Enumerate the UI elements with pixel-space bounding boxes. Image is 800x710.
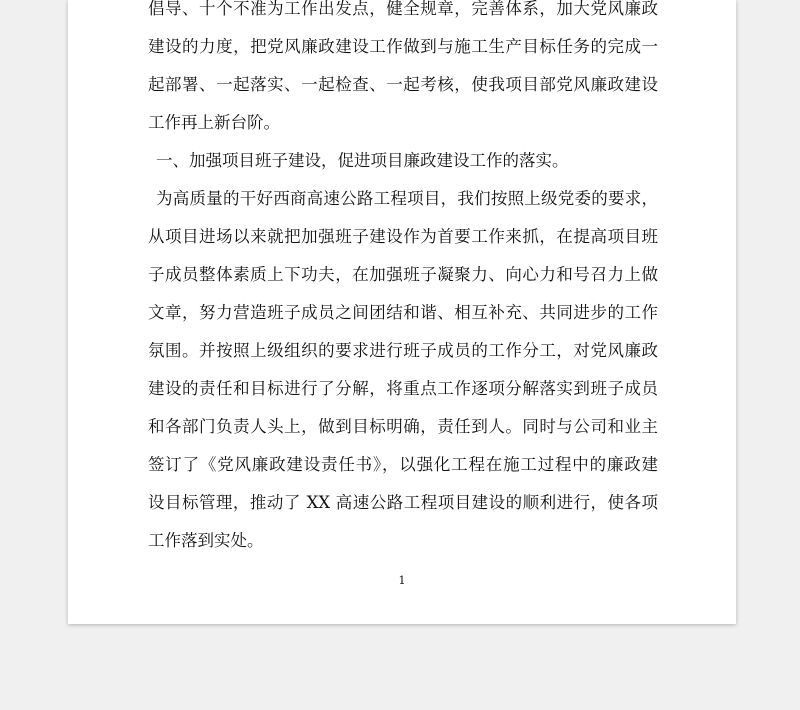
- page-number: 1: [398, 574, 406, 587]
- paragraph-line: 和各部门负责人头上，做到目标明确，责任到人。同时与公司和业主: [148, 417, 658, 436]
- paragraph-line: 氛围。并按照上级组织的要求进行班子成员的工作分工，对党风廉政: [148, 341, 658, 360]
- document-page: [68, 0, 736, 624]
- paragraph-line: 倡导、十个不准为工作出发点，健全规章，完善体系，加大党风廉政: [148, 0, 658, 18]
- paragraph-line: 签订了《党风廉政建设责任书》，以强化工程在施工过程中的廉政建: [148, 455, 658, 474]
- paragraph-line: 设目标管理，推动了 XX 高速公路工程项目建设的顺利进行，使各项: [148, 493, 658, 512]
- paragraph-line: 建设的责任和目标进行了分解，将重点工作逐项分解落实到班子成员: [148, 379, 658, 398]
- section-heading: 一、加强项目班子建设，促进项目廉政建设工作的落实。: [156, 151, 569, 170]
- paragraph-line: 工作落到实处。: [148, 531, 264, 550]
- paragraph-line: 子成员整体素质上下功夫，在加强班子凝聚力、向心力和号召力上做: [148, 265, 658, 284]
- paragraph-line: 文章，努力营造班子成员之间团结和谐、相互补充、共同进步的工作: [148, 303, 658, 322]
- paragraph-line: 起部署、一起落实、一起检查、一起考核，使我项目部党风廉政建设: [148, 75, 658, 94]
- paragraph-line: 从项目进场以来就把加强班子建设作为首要工作来抓，在提高项目班: [148, 227, 658, 246]
- paragraph-line: 建设的力度，把党风廉政建设工作做到与施工生产目标任务的完成一: [148, 37, 658, 56]
- paragraph-line: 为高质量的干好西商高速公路工程项目，我们按照上级党委的要求，: [156, 189, 658, 208]
- paragraph-line: 工作再上新台阶。: [148, 113, 280, 132]
